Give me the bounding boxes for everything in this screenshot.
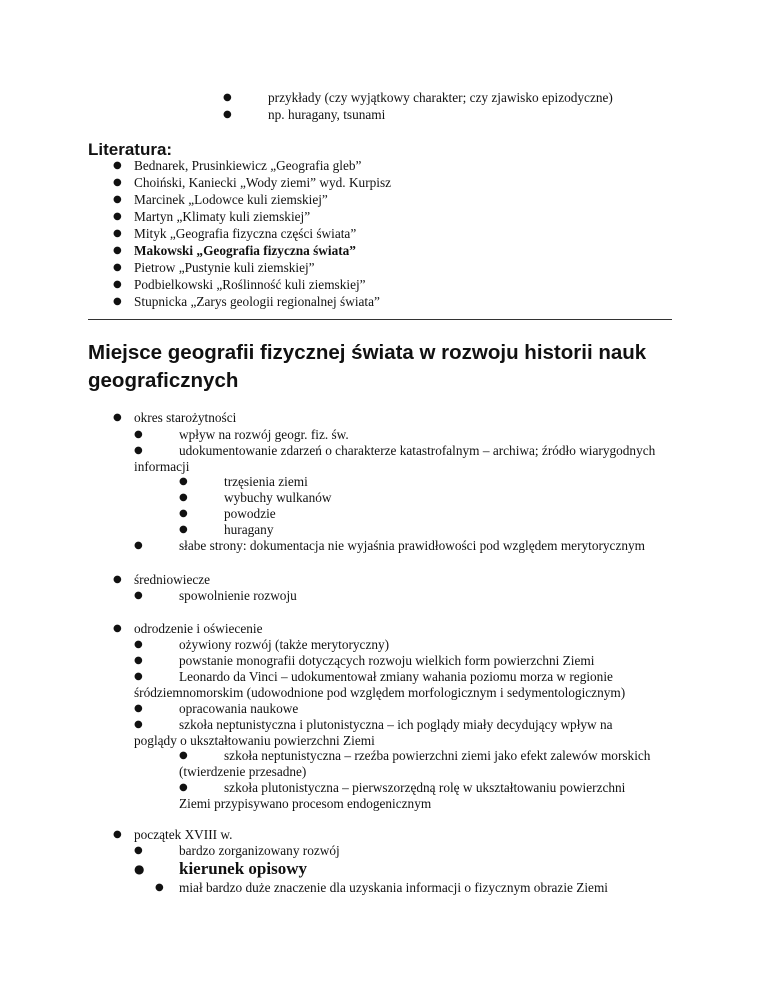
bullet-icon: ●	[179, 750, 188, 761]
section-title-line2: geograficznych	[88, 369, 239, 392]
bullet-icon: ●	[113, 211, 122, 222]
section-title-line1: Miejsce geografii fizycznej świata w rozwoju historii nauk	[88, 341, 647, 364]
sub-list-item: szkoła neptunistyczna – rzeźba powierzchni ziemi jako efekt zalewów morskich	[224, 748, 651, 763]
literature-item: Pietrow „Pustynie kuli ziemskiej”	[134, 260, 315, 275]
list-item-continuation: informacji	[134, 459, 190, 474]
bullet-icon: ●	[134, 671, 143, 682]
bullet-icon: ●	[134, 540, 143, 551]
list-item: udokumentowanie zdarzeń o charakterze katastrofalnym – archiwa; źródło wiarygodnych	[179, 443, 656, 458]
sub-list-item: huragany	[224, 522, 274, 537]
bullet-icon: ●	[223, 109, 232, 120]
list-item: ożywiony rozwój (także merytoryczny)	[179, 637, 390, 652]
list-item-continuation: śródziemnomorskim (udowodnione pod względem morfologicznym i sedymentologicznym)	[134, 685, 626, 700]
literature-item: Marcinek „Lodowce kuli ziemskiej”	[134, 192, 328, 207]
bullet-icon: ●	[223, 92, 232, 103]
list-item: opracowania naukowe	[179, 701, 299, 716]
list-item: miał bardzo duże znaczenie dla uzyskania informacji o fizycznym obrazie Ziemi	[179, 880, 608, 895]
list-item: powstanie monografii dotyczących rozwoju wielkich form powierzchni Ziemi	[179, 653, 595, 668]
era-label: okres starożytności	[134, 410, 237, 425]
bullet-icon: ●	[155, 882, 164, 893]
bullet-icon: ●	[113, 245, 122, 256]
intro-item: przykłady (czy wyjątkowy charakter; czy zjawisko epizodyczne)	[268, 90, 613, 105]
sub-list-item: szkoła plutonistyczna – pierwszorzędną rolę w ukształtowaniu powierzchni	[224, 780, 626, 795]
literature-heading: Literatura:	[88, 140, 173, 159]
bullet-icon: ●	[113, 296, 122, 307]
bullet-icon: ●	[113, 160, 122, 171]
literature-item: Stupnicka „Zarys geologii regionalnej świata”	[134, 294, 380, 309]
list-item: Leonardo da Vinci – udokumentował zmiany wahania poziomu morza w regionie	[179, 669, 613, 684]
bullet-icon: ●	[113, 829, 122, 840]
era-label: średniowiecze	[134, 572, 211, 587]
list-item: szkoła neptunistyczna i plutonistyczna – ich poglądy miały decydujący wpływ na	[179, 717, 613, 732]
sub-list-item: powodzie	[224, 506, 276, 521]
literature-item: Martyn „Klimaty kuli ziemskiej”	[134, 209, 311, 224]
literature-item: Makowski „Geografia fizyczna świata”	[134, 243, 356, 258]
bullet-icon: ●	[113, 262, 122, 273]
bullet-icon: ●	[179, 492, 188, 503]
bullet-icon: ●	[113, 177, 122, 188]
bullet-icon: ●	[113, 412, 122, 423]
literature-item: Mityk „Geografia fizyczna części świata”	[134, 226, 357, 241]
bullet-icon: ●	[134, 862, 145, 876]
intro-item: np. huragany, tsunami	[268, 107, 386, 122]
literature-item: Podbielkowski „Roślinność kuli ziemskiej”	[134, 277, 366, 292]
list-item: wpływ na rozwój geogr. fiz. św.	[179, 427, 349, 442]
literature-item: Bednarek, Prusinkiewicz „Geografia gleb”	[134, 158, 362, 173]
era-label: odrodzenie i oświecenie	[134, 621, 263, 636]
era-label: początek XVIII w.	[134, 827, 233, 842]
list-item-continuation: poglądy o ukształtowaniu powierzchni Ziemi	[134, 733, 375, 748]
bullet-icon: ●	[179, 476, 188, 487]
horizontal-rule	[88, 319, 672, 320]
literature-item: Choiński, Kaniecki „Wody ziemi” wyd. Kurpisz	[134, 175, 392, 190]
list-item-emphasis: kierunek opisowy	[179, 859, 307, 878]
bullet-icon: ●	[113, 194, 122, 205]
list-item: spowolnienie rozwoju	[179, 588, 297, 603]
list-item: bardzo zorganizowany rozwój	[179, 843, 340, 858]
bullet-icon: ●	[179, 508, 188, 519]
bullet-icon: ●	[134, 703, 143, 714]
bullet-icon: ●	[113, 574, 122, 585]
sub-list-item-continuation: (twierdzenie przesadne)	[179, 764, 307, 779]
bullet-icon: ●	[134, 639, 143, 650]
sub-list-item: trzęsienia ziemi	[224, 474, 308, 489]
bullet-icon: ●	[134, 429, 143, 440]
list-item: słabe strony: dokumentacja nie wyjaśnia prawidłowości pod względem merytorycznym	[179, 538, 646, 553]
bullet-icon: ●	[113, 228, 122, 239]
bullet-icon: ●	[113, 623, 122, 634]
bullet-icon: ●	[134, 845, 143, 856]
bullet-icon: ●	[134, 655, 143, 666]
bullet-icon: ●	[134, 590, 143, 601]
bullet-icon: ●	[179, 524, 188, 535]
sub-list-item: wybuchy wulkanów	[224, 490, 332, 505]
bullet-icon: ●	[134, 445, 143, 456]
bullet-icon: ●	[113, 279, 122, 290]
bullet-icon: ●	[179, 782, 188, 793]
bullet-icon: ●	[134, 719, 143, 730]
sub-list-item-continuation: Ziemi przypisywano procesom endogenicznym	[179, 796, 432, 811]
